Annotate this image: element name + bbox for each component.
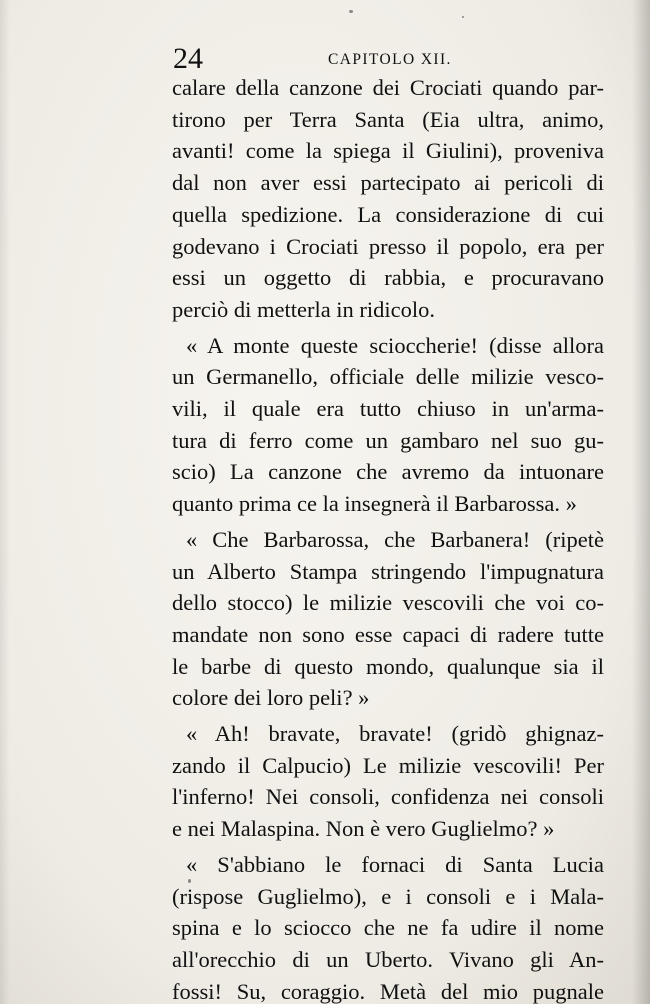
- text-line: un Germanello, officiale delle milizie vesco-: [172, 364, 604, 390]
- text-line: tura di ferro come un gambaro nel suo gu-: [172, 427, 604, 453]
- text-line: quanto prima ce la insegnerà il Barbarossa. »: [172, 491, 577, 517]
- text-line: « Che Barbarossa, che Barbanera! (ripetè: [186, 526, 604, 552]
- text-line: tirono per Terra Santa (Eia ultra, animo,: [172, 106, 604, 132]
- text-line: zando il Calpucio) Le milizie vescovili! Per: [172, 752, 604, 778]
- text-line: all'orecchio di un Uberto. Vivano gli An-: [172, 946, 604, 972]
- page-edge-shadow: [632, 0, 650, 1004]
- paragraph-3: [172, 524, 604, 714]
- paragraph-2: [172, 330, 604, 520]
- body-text: [172, 72, 604, 1004]
- text-line: le barbe di questo mondo, qualunque sia il: [172, 653, 604, 679]
- text-line: vili, il quale era tutto chiuso in un'arma-: [172, 396, 604, 422]
- text-line: mandate non sono esse capaci di radere tutte: [172, 621, 604, 647]
- text-line: e nei Malaspina. Non è vero Guglielmo? »: [172, 816, 555, 842]
- text-line: « A monte queste scioccherie! (disse allora: [186, 332, 604, 358]
- text-line: « S'abbiano le fornaci di Santa Lucia: [186, 851, 604, 877]
- text-line: godevano i Crociati presso il popolo, era per: [172, 233, 604, 259]
- text-line: quella spedizione. La considerazione di cui: [172, 201, 604, 227]
- text-line: perciò di metterla in ridicolo.: [172, 296, 436, 322]
- text-line: essi un oggetto di rabbia, e procuravano: [172, 265, 604, 291]
- text-line: l'inferno! Nei consoli, confidenza nei consoli: [172, 784, 604, 810]
- paper-speck: [188, 879, 191, 883]
- text-line: dal non aver essi partecipato ai pericoli di: [172, 170, 604, 196]
- text-line: (rispose Guglielmo), e i consoli e i Mala-: [172, 883, 604, 909]
- running-head: CAPITOLO XII.: [328, 51, 452, 68]
- paragraph-4: [172, 718, 604, 845]
- binding-shadow: [0, 0, 10, 1004]
- text-line: scio) La canzone che avremo da intuonare: [172, 459, 604, 485]
- text-line: fossi! Su, coraggio. Metà del mio pugnale: [172, 978, 604, 1004]
- text-line: dello stocco) le milizie vescovili che voi co-: [172, 590, 604, 616]
- paper-speck: [349, 10, 353, 13]
- text-line: « Ah! bravate, bravate! (gridò ghignaz-: [186, 721, 604, 747]
- paragraph-1: [172, 72, 604, 326]
- text-line: spina e lo sciocco che ne fa udire il nome: [172, 915, 604, 941]
- paragraph-5: [172, 849, 604, 1004]
- text-line: calare della canzone dei Crociati quando par-: [172, 75, 604, 100]
- page-header: [173, 42, 603, 76]
- paper-speck: [462, 16, 464, 18]
- text-line: colore dei loro peli? »: [172, 685, 370, 711]
- text-line: un Alberto Stampa stringendo l'impugnatura: [172, 558, 604, 584]
- page-number: 24: [173, 42, 203, 75]
- text-line: avanti! come la spiega il Giulini), proveniva: [172, 138, 604, 164]
